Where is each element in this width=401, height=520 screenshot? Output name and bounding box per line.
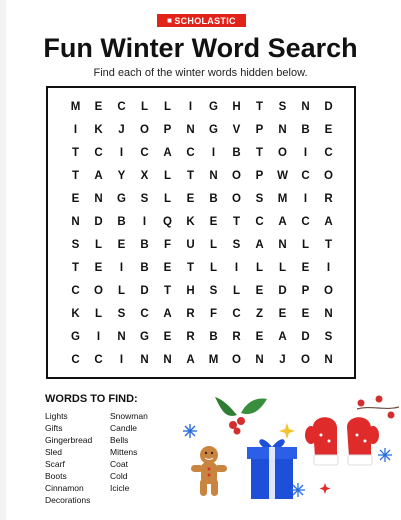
grid-letter: I: [119, 353, 124, 366]
grid-letter: D: [278, 284, 287, 297]
grid-letter: O: [278, 146, 287, 159]
grid-letter: N: [117, 330, 126, 343]
word-search-box: [46, 86, 356, 379]
grid-letter: N: [301, 100, 310, 113]
grid-letter: V: [232, 123, 241, 136]
grid-letter: L: [209, 261, 218, 274]
grid-letter: A: [186, 353, 195, 366]
sparkle-icon: [320, 483, 331, 494]
word-list-item: Cinnamon: [45, 483, 84, 493]
grid-letter: E: [71, 192, 80, 205]
grid-letter: C: [94, 353, 103, 366]
grid-letter: F: [163, 238, 172, 251]
grid-letter: S: [71, 238, 80, 251]
grid-letter: N: [186, 123, 195, 136]
grid-letter: E: [94, 261, 103, 274]
grid-letter: U: [186, 238, 195, 251]
grid-letter: C: [255, 215, 264, 228]
grid-letter: C: [232, 307, 241, 320]
grid-letter: R: [232, 330, 241, 343]
grid-letter: A: [324, 215, 333, 228]
scholastic-logo: [157, 14, 246, 27]
word-list-item: Mittens: [110, 447, 138, 457]
word-search-grid: [64, 95, 340, 371]
grid-letter: E: [255, 330, 264, 343]
word-list-item: Icicle: [110, 483, 130, 493]
word-list-item: Lights: [45, 411, 68, 421]
grid-letter: I: [119, 261, 124, 274]
grid-letter: T: [255, 100, 264, 113]
word-list-column-2: [110, 410, 148, 494]
mittens-icon: [305, 417, 379, 465]
word-list-item: Decorations: [45, 495, 91, 505]
grid-letter: J: [279, 353, 286, 366]
word-list-column-1: [45, 410, 92, 506]
grid-letter: L: [117, 284, 126, 297]
grid-letter: M: [208, 353, 219, 366]
grid-letter: L: [301, 238, 310, 251]
words-to-find-heading: WORDS TO FIND:: [45, 393, 138, 405]
grid-letter: P: [301, 284, 310, 297]
grid-letter: M: [70, 100, 81, 113]
grid-letter: E: [163, 261, 172, 274]
grid-letter: L: [94, 238, 103, 251]
grid-letter: S: [140, 192, 149, 205]
grid-letter: C: [301, 215, 310, 228]
grid-letter: B: [301, 123, 310, 136]
logo-text: SCHOLASTIC: [174, 15, 236, 26]
grid-letter: N: [324, 353, 333, 366]
grid-letter: P: [163, 123, 172, 136]
grid-letter: J: [118, 123, 125, 136]
grid-letter: S: [278, 100, 287, 113]
word-list-item: Coat: [110, 459, 128, 469]
grid-letter: N: [140, 353, 149, 366]
grid-letter: D: [301, 330, 310, 343]
grid-letter: O: [232, 353, 241, 366]
grid-letter: S: [255, 192, 264, 205]
grid-letter: E: [278, 307, 287, 320]
word-list-item: Scarf: [45, 459, 65, 469]
snowflake-icon: [291, 483, 305, 497]
grid-letter: A: [255, 238, 264, 251]
grid-letter: O: [232, 169, 241, 182]
grid-letter: H: [232, 100, 241, 113]
word-list-item: Sled: [45, 447, 63, 457]
grid-letter: E: [301, 261, 310, 274]
grid-letter: T: [255, 146, 264, 159]
grid-letter: A: [163, 307, 172, 320]
grid-letter: G: [209, 123, 218, 136]
grid-letter: I: [326, 261, 331, 274]
winter-illustrations: [175, 385, 401, 520]
grid-letter: K: [186, 215, 195, 228]
grid-letter: A: [278, 215, 287, 228]
grid-letter: N: [71, 215, 80, 228]
grid-letter: C: [301, 169, 310, 182]
grid-letter: L: [232, 284, 241, 297]
grid-letter: L: [255, 261, 264, 274]
grid-letter: B: [140, 238, 149, 251]
grid-letter: I: [234, 261, 239, 274]
grid-letter: E: [94, 100, 103, 113]
grid-letter: I: [303, 146, 308, 159]
grid-letter: C: [186, 146, 195, 159]
grid-letter: C: [71, 353, 80, 366]
grid-letter: T: [71, 169, 80, 182]
grid-letter: T: [186, 261, 195, 274]
grid-letter: L: [140, 100, 149, 113]
grid-letter: S: [117, 307, 126, 320]
grid-letter: I: [142, 215, 147, 228]
grid-letter: G: [209, 100, 218, 113]
grid-letter: I: [211, 146, 216, 159]
grid-letter: I: [303, 192, 308, 205]
grid-letter: O: [94, 284, 103, 297]
grid-letter: N: [94, 192, 103, 205]
grid-letter: B: [140, 261, 149, 274]
grid-letter: G: [117, 192, 126, 205]
grid-letter: L: [163, 169, 172, 182]
holly-icon: [215, 397, 267, 435]
word-list-item: Candle: [110, 423, 137, 433]
grid-letter: E: [186, 192, 195, 205]
grid-letter: A: [163, 146, 172, 159]
grid-letter: D: [94, 215, 103, 228]
grid-letter: O: [301, 353, 310, 366]
grid-letter: C: [140, 146, 149, 159]
word-list-item: Bells: [110, 435, 129, 445]
grid-letter: O: [324, 169, 333, 182]
page-subtitle: Find each of the winter words hidden below.: [93, 67, 308, 79]
word-list-item: Boots: [45, 471, 67, 481]
grid-letter: K: [71, 307, 80, 320]
word-list-item: Gifts: [45, 423, 63, 433]
grid-letter: I: [188, 100, 193, 113]
gingerbread-man-icon: [191, 446, 227, 496]
grid-letter: C: [140, 307, 149, 320]
grid-letter: E: [163, 330, 172, 343]
grid-letter: T: [163, 284, 172, 297]
grid-letter: Q: [163, 215, 172, 228]
grid-letter: N: [278, 238, 287, 251]
grid-letter: K: [94, 123, 103, 136]
grid-letter: O: [140, 123, 149, 136]
page-title: Fun Winter Word Search: [43, 33, 358, 63]
grid-letter: P: [255, 169, 264, 182]
grid-letter: O: [324, 284, 333, 297]
grid-letter: R: [324, 192, 333, 205]
grid-letter: R: [186, 307, 195, 320]
grid-letter: I: [73, 123, 78, 136]
grid-letter: S: [232, 238, 241, 251]
grid-letter: H: [186, 284, 195, 297]
grid-letter: B: [117, 215, 126, 228]
grid-letter: T: [71, 261, 80, 274]
grid-letter: N: [255, 353, 264, 366]
grid-letter: E: [255, 284, 264, 297]
grid-letter: L: [278, 261, 287, 274]
grid-letter: P: [255, 123, 264, 136]
word-list-item: Gingerbread: [45, 435, 93, 445]
grid-letter: G: [140, 330, 149, 343]
grid-letter: E: [324, 123, 333, 136]
grid-letter: L: [209, 238, 218, 251]
grid-letter: A: [278, 330, 287, 343]
grid-letter: C: [94, 146, 103, 159]
grid-letter: Z: [255, 307, 264, 320]
snowflake-icon: [183, 424, 197, 438]
word-list-item: Snowman: [110, 411, 148, 421]
grid-letter: T: [186, 169, 195, 182]
grid-letter: L: [163, 192, 172, 205]
grid-letter: N: [209, 169, 218, 182]
grid-letter: C: [71, 284, 80, 297]
logo-mark-icon: ■: [167, 16, 173, 25]
grid-letter: M: [277, 192, 288, 205]
grid-letter: D: [140, 284, 149, 297]
grid-letter: B: [209, 192, 218, 205]
grid-letter: G: [71, 330, 80, 343]
grid-letter: I: [119, 146, 124, 159]
grid-letter: D: [324, 100, 333, 113]
grid-letter: E: [301, 307, 310, 320]
grid-letter: N: [278, 123, 287, 136]
grid-letter: I: [96, 330, 101, 343]
berry-branch-icon: [357, 396, 399, 419]
grid-letter: X: [140, 169, 149, 182]
grid-letter: A: [94, 169, 103, 182]
grid-letter: E: [117, 238, 126, 251]
grid-letter: B: [232, 146, 241, 159]
gift-icon: [247, 439, 297, 499]
grid-letter: W: [277, 169, 288, 182]
grid-letter: C: [324, 146, 333, 159]
grid-letter: B: [209, 330, 218, 343]
grid-letter: R: [186, 330, 195, 343]
grid-letter: T: [71, 146, 80, 159]
grid-letter: L: [163, 100, 172, 113]
word-list-item: Cold: [110, 471, 128, 481]
grid-letter: T: [232, 215, 241, 228]
grid-letter: Y: [117, 169, 126, 182]
grid-letter: N: [163, 353, 172, 366]
grid-letter: O: [232, 192, 241, 205]
grid-letter: L: [94, 307, 103, 320]
grid-letter: C: [117, 100, 126, 113]
grid-letter: S: [209, 284, 218, 297]
grid-letter: F: [209, 307, 218, 320]
grid-letter: N: [324, 307, 333, 320]
grid-letter: S: [324, 330, 333, 343]
grid-letter: E: [209, 215, 218, 228]
sparkle-icon: [279, 423, 295, 439]
snowflake-icon: [378, 448, 392, 462]
grid-letter: T: [324, 238, 333, 251]
